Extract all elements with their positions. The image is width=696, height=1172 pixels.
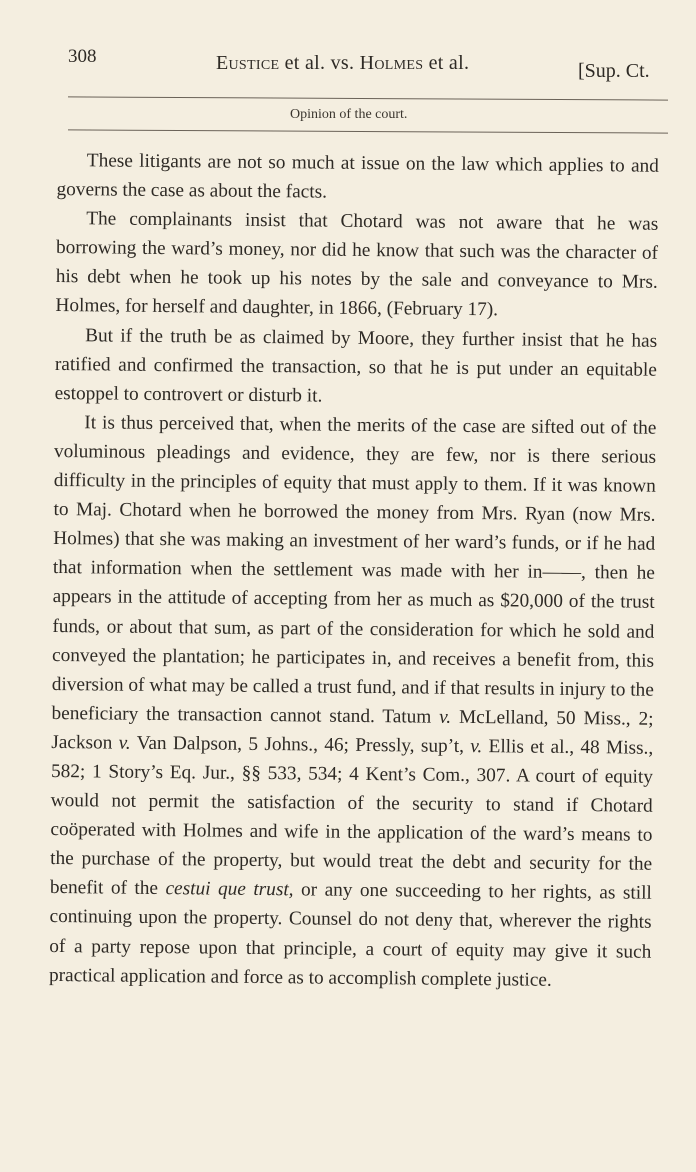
- running-head: [216, 52, 469, 75]
- body-text: [49, 146, 659, 995]
- latin-term: cestui que trust,: [165, 878, 294, 901]
- case-versus: v.: [118, 732, 131, 754]
- paragraph: But if the truth be as claimed by Moore, they further insist that he has ratified and confirmed the transaction, so that he is put under an equitable estoppel to controvert or disturb it.: [54, 324, 658, 407]
- case-versus: v.: [470, 735, 483, 757]
- paragraph-segment: Ellis et al., 48 Miss., 582; 1 Story’s Eq. Jur., §§ 533, 534; 4 Kent’s Com., 307. A court of equity would not permit the satisfaction of the security to stand if Chotard coöperated with Holmes and wife in the application of the ward’s means to the purchase of the property, but would treat the debt and security for the benefit of the: [49, 735, 654, 900]
- paragraph: These litigants are not so much at issue on the law which applies to and governs the case as about the facts.: [56, 150, 659, 203]
- header-rule-top: [68, 96, 668, 100]
- running-head-part: Holmes: [359, 52, 424, 74]
- paragraph-segment: Van Dalpson, 5 Johns., 46; Pressly, sup’t,: [130, 732, 471, 757]
- paragraph-segment: McLelland, 50 Miss., 2; Jackson: [51, 706, 654, 754]
- paragraph: [49, 408, 657, 996]
- running-head-part: et al.: [423, 52, 470, 74]
- running-head-part: Eustice: [216, 52, 280, 74]
- paragraph-segment: It is thus perceived that, when the merits of the case are sifted out of the voluminous pleadings and evidence, they are few, nor is there serious difficulty in the principles of equity that must apply to them. If it was known to Maj. Chotard when he borrowed the money from Mrs. Ryan (now Mrs. Holmes) that she was making an investment of her ward’s funds, or if he had that information when the settlement was made with her in——, then he appears in the attitude of accepting from her as much as $20,000 of the trust funds, or about that sum, as part of the consideration for which he sold and conveyed the plantation; he participates in, and receives a benefit from, this diversion of what may be called a trust fund, and if that results in injury to the beneficiary the transaction cannot stand. Tatum: [51, 412, 657, 728]
- header-rule-bottom: [68, 129, 668, 133]
- page-number: 308: [68, 46, 97, 67]
- running-head-part: et al. vs.: [279, 52, 360, 74]
- court-label: [Sup. Ct.: [578, 60, 650, 82]
- paragraph: The complainants insist that Chotard was not aware that he was borrowing the ward’s money, nor did he know that such was the character of his debt when he took up his notes by the sale and conveyance to Mrs. Holmes, for herself and daughter, in 1866, (February 17).: [55, 208, 659, 321]
- case-versus: v.: [439, 706, 452, 728]
- section-label: Opinion of the court.: [290, 107, 408, 122]
- paragraph-segment: or any one succeeding to her rights, as still continuing upon the property. Counsel do not deny that, wherever the rights of a party repose upon that principle, a court of equity may give it such practical application and force as to accomplish complete justice.: [48, 879, 652, 991]
